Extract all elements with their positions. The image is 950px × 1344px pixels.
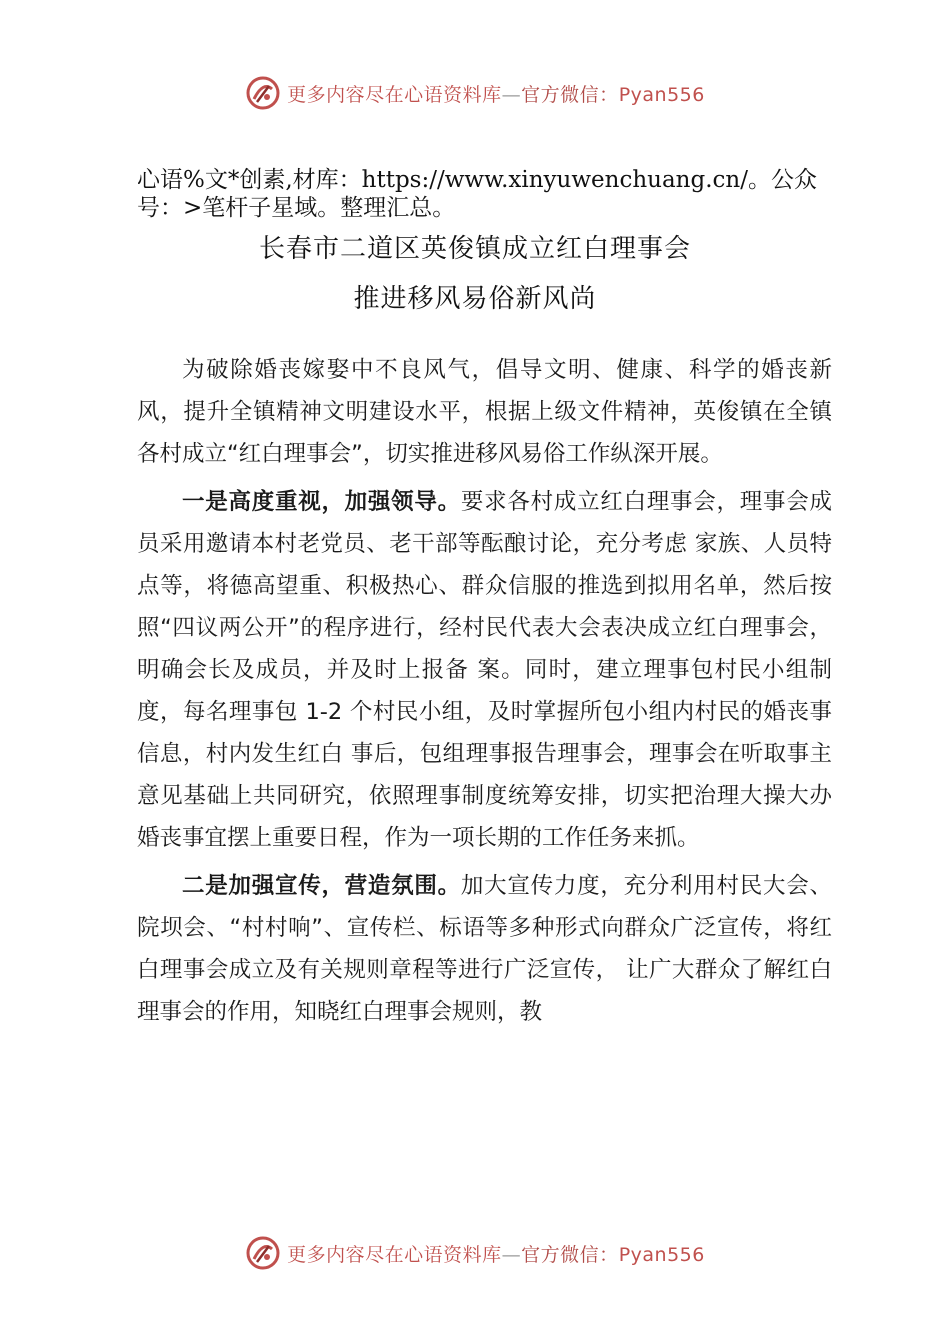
header-banner xyxy=(0,68,950,118)
banner-wechat-id: Pyan556 xyxy=(618,1243,705,1266)
paragraph-2-lead: 二是加强宣传，营造氛围。 xyxy=(182,873,461,899)
banner-wechat-label: 官方微信： xyxy=(521,1243,619,1266)
document-title-line-2: 推进移风易俗新风尚 xyxy=(353,284,597,314)
banner-separator: — xyxy=(501,83,522,106)
paragraph-1-text: 要求各村成立红白理事会，理事会成员采用邀请本村老党员、老干部等酝酿讨论，充分考虑 家族、人员特点等，将德高望重、积极热心、群众信服的推选到拟用名单，然后按照“四议两公开”的程序进行，经村民代表大会表决成立红白理事会，明确会长及成员，并及时上报备 案。同时，建立理事包村民小组制度，每名理事包 1-2 个村民小组，及时掌握所包小组内村民的婚丧事信息，村内发生红白 事后，包组理事报告理事会，理事会在听取事主意见基础上共同研究，依照理事制度统筹安排，切实把治理大操大办婚丧事宜摆上重要日程，作为一项长期的工作任务来抓。 xyxy=(137,489,832,851)
footer-banner xyxy=(0,1228,950,1278)
banner-separator: — xyxy=(501,1243,522,1266)
banner-wechat-id: Pyan556 xyxy=(618,83,705,106)
paragraph-1-lead: 一是高度重视，加强领导。 xyxy=(182,489,461,515)
banner-text xyxy=(287,80,705,107)
banner-main-text: 更多内容尽在心语资料库 xyxy=(287,1243,502,1266)
paragraph-2-text: 加大宣传力度，充分利用村民大会、院坝会、“村村响”、宣传栏、标语等多种形式向群众广泛宣传，将红白理事会成立及有关规则章程等进行广泛宣传， 让广大群众了解红白理事会的作用，知晓红白理事会规则，教 xyxy=(137,873,832,1025)
paragraph-1 xyxy=(137,481,832,859)
banner-text xyxy=(287,1240,705,1267)
source-line: 心语%文*创素,材库：https://www.xinyuwenchuang.cn/。公众号：>笔杆子星域。整理汇总。 xyxy=(137,167,817,221)
intro-paragraph: 为破除婚丧嫁娶中不良风气，倡导文明、健康、科学的婚丧新风，提升全镇精神文明建设水平，根据上级文件精神，英俊镇在全镇各村成立“红白理事会”，切实推进移风易俗工作纵深开展。 xyxy=(137,357,832,467)
document-title-line-1: 长春市二道区英俊镇成立红白理事会 xyxy=(258,234,691,264)
document-body xyxy=(137,349,832,1033)
seal-logo-icon xyxy=(245,1235,281,1271)
paragraph-2 xyxy=(137,865,832,1033)
seal-logo-icon xyxy=(245,75,281,111)
banner-wechat-label: 官方微信： xyxy=(521,83,619,106)
banner-main-text: 更多内容尽在心语资料库 xyxy=(287,83,502,106)
